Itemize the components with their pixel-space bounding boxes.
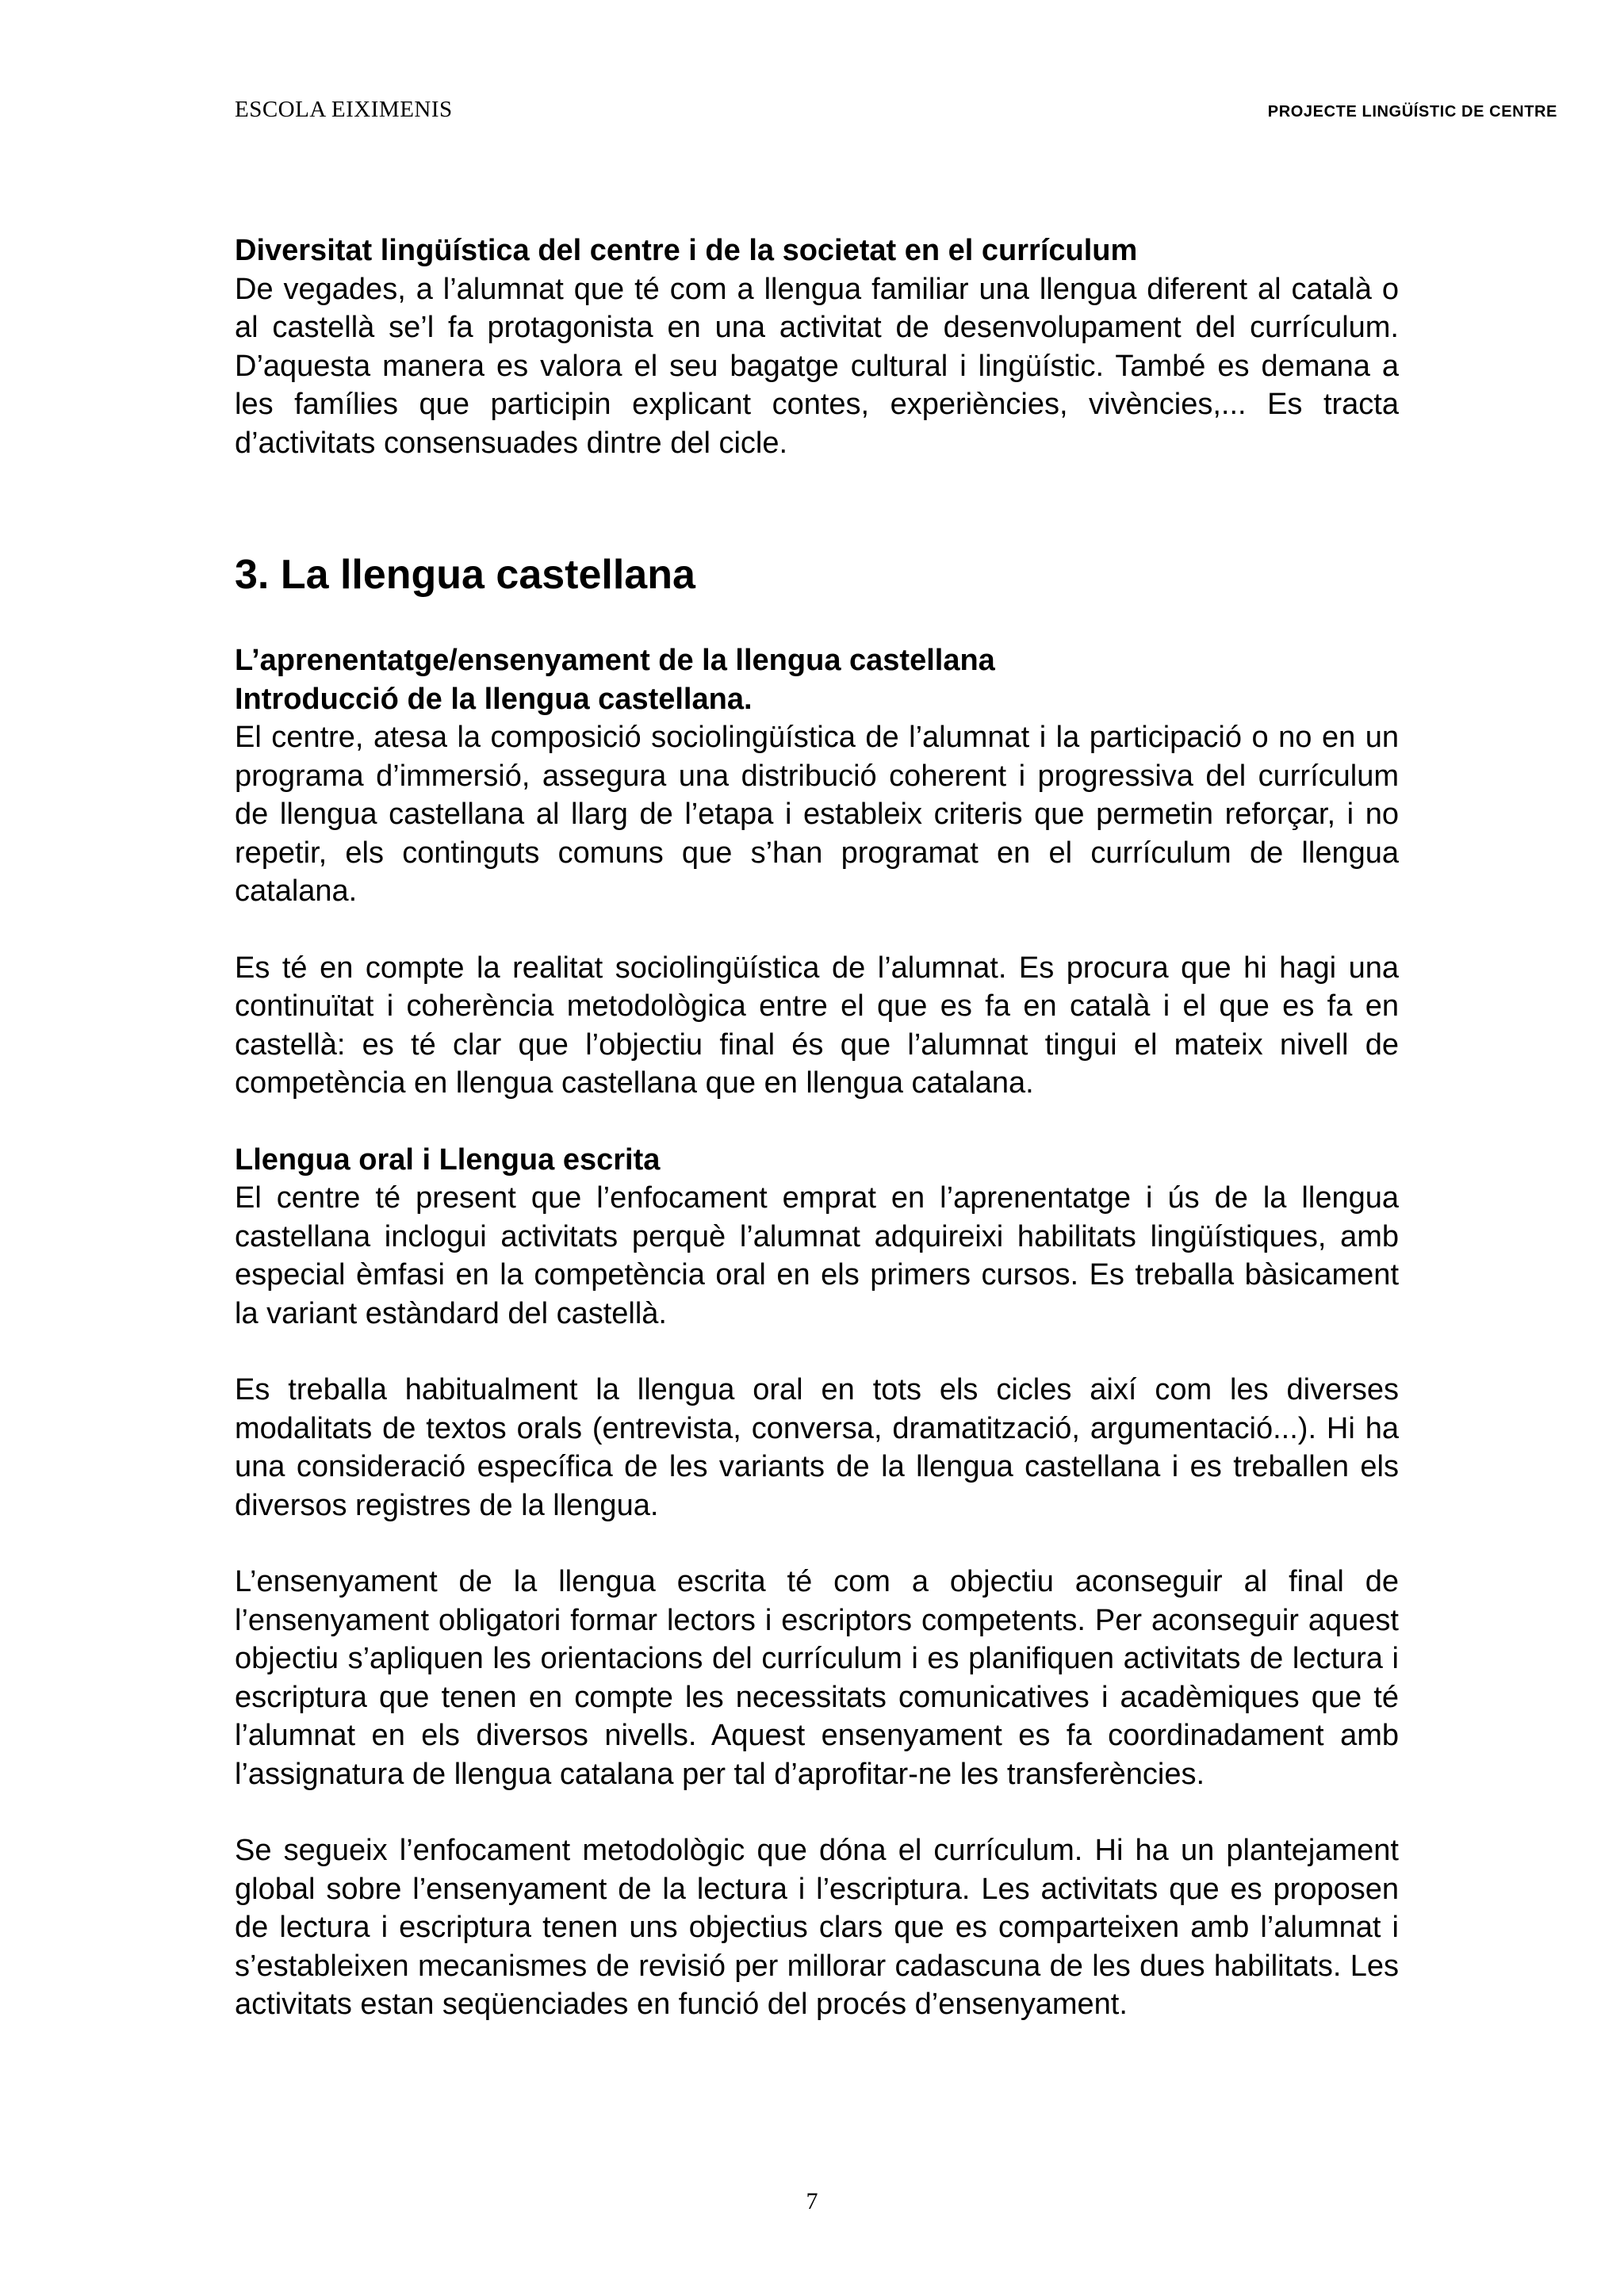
paragraph-written-1: L’ensenyament de la llengua escrita té com a objectiu aconseguir al final de l’ensenyament obligatori formar lectors i escriptors competents. Per aconseguir aquest objectiu s’apliquen les orientacions del currículum i es planifiquen activitats de lectura i escriptura que tenen en compte les necessitats comunicatives i acadèmiques que té l’alumnat en els diversos nivells. Aquest ensenyament es fa coordinadament amb l’assignatura de llengua catalana per tal d’aprofitar-ne les transferències.	[235, 1565, 1399, 1791]
header-project-title: PROJECTE LINGÜÍSTIC DE CENTRE	[1267, 103, 1557, 121]
paragraph-learning-2: Es té en compte la realitat sociolingüística de l’alumnat. Es procura que hi hagi una continuïtat i coherència metodològica entre el que es fa en català i el que es fa en castellà: es té clar que l’objectiu final és que l’alumnat tingui el mateix nivell de competència en llengua castellana que en llengua catalana.	[235, 951, 1399, 1100]
section-heading-oral-written: Llengua oral i Llengua escrita	[235, 1142, 661, 1177]
paragraph-oral-2: Es treballa habitualment la llengua oral en tots els cicles així com les diverses modalitats de textos orals (entrevista, conversa, dramatització, argumentació...). Hi ha una consideració específica de les variants de la llengua castellana i es treballen els diversos registres de la llengua.	[235, 1373, 1399, 1522]
section-heading-learning: L’aprenentatge/ensenyament de la llengua castellana	[235, 644, 995, 677]
section-heading-diversity: Diversitat lingüística del centre i de la societat en el currículum	[235, 234, 1138, 267]
paragraph-oral-1: El centre té present que l’enfocament emprat en l’aprenentatge i ús de la llengua castellana inclogui activitats perquè l’alumnat adquireixi habilitats lingüístiques, amb especial èmfasi en la competència oral en els primers cursos. Es treballa bàsicament la variant estàndard del castellà.	[235, 1181, 1399, 1330]
paragraph-diversity: De vegades, a l’alumnat que té com a llengua familiar una llengua diferent al català o al castellà se’l fa protagonista en una activitat de desenvolupament del currículum. D’aquesta manera es valora el seu bagatge cultural i lingüístic. També es demana a les famílies que participin explicant contes, experiències, vivències,... Es tracta d’activitats consensuades dintre del cicle.	[235, 272, 1399, 460]
header-school-name: ESCOLA EIXIMENIS	[235, 97, 453, 122]
page-content	[235, 232, 1399, 2024]
paragraph-learning-1: El centre, atesa la composició sociolingüística de l’alumnat i la participació o no en un programa d’immersió, assegura una distribució coherent i progressiva del currículum de llengua castellana al llarg de l’etapa i estableix criteris que permetin reforçar, i no repetir, els continguts comuns que s’han programat en el currículum de llengua catalana.	[235, 721, 1399, 908]
section-subheading-introduction: Introducció de la llengua castellana.	[235, 682, 753, 716]
page-number: 7	[806, 2188, 818, 2214]
paragraph-written-2: Se segueix l’enfocament metodològic que dóna el currículum. Hi ha un plantejament global sobre l’ensenyament de la lectura i l’escriptura. Les activitats que es proposen de lectura i escriptura tenen uns objectius clars que es comparteixen amb l’alumnat i s’estableixen mecanismes de revisió per millorar cadascuna de les dues habilitats. Les activitats estan seqüenciades en funció del procés d’ensenyament.	[235, 1834, 1399, 2021]
chapter-title: 3. La llengua castellana	[235, 552, 695, 598]
